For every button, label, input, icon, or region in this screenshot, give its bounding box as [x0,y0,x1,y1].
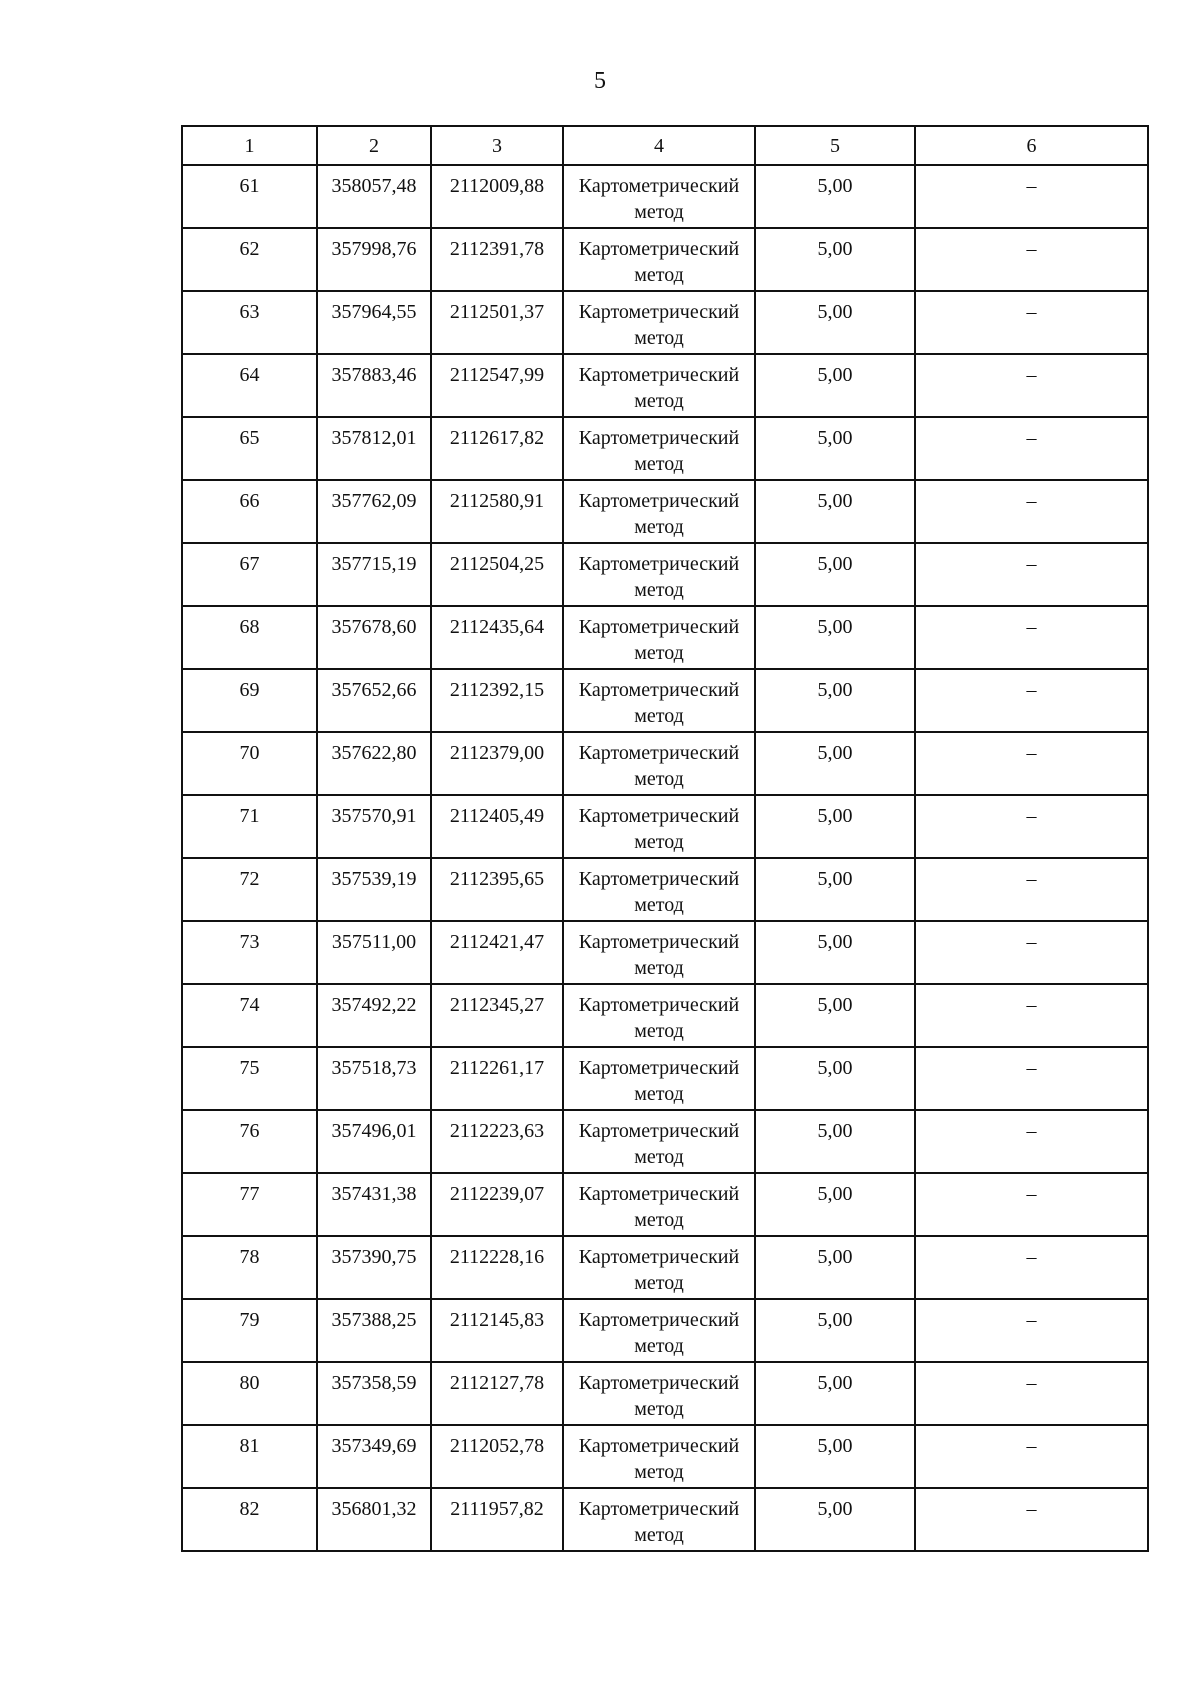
description-cell: – [915,1362,1148,1425]
description-cell: – [915,795,1148,858]
point-number-cell: 72 [182,858,317,921]
y-coordinate-cell: 2112392,15 [431,669,563,732]
point-number-cell: 78 [182,1236,317,1299]
x-coordinate-cell: 357964,55 [317,291,431,354]
method-cell: Картометрический метод [563,354,755,417]
y-coordinate-cell: 2112145,83 [431,1299,563,1362]
y-coordinate-cell: 2112504,25 [431,543,563,606]
accuracy-cell: 5,00 [755,921,915,984]
point-number-cell: 69 [182,669,317,732]
method-cell: Картометрический метод [563,921,755,984]
method-cell: Картометрический метод [563,291,755,354]
method-cell: Картометрический метод [563,1299,755,1362]
description-cell: – [915,1173,1148,1236]
x-coordinate-cell: 356801,32 [317,1488,431,1551]
x-coordinate-cell: 358057,48 [317,165,431,228]
point-number-cell: 75 [182,1047,317,1110]
method-cell: Картометрический метод [563,228,755,291]
y-coordinate-cell: 2112127,78 [431,1362,563,1425]
description-cell: – [915,417,1148,480]
point-number-cell: 77 [182,1173,317,1236]
x-coordinate-cell: 357883,46 [317,354,431,417]
method-cell: Картометрический метод [563,1236,755,1299]
x-coordinate-cell: 357812,01 [317,417,431,480]
accuracy-cell: 5,00 [755,858,915,921]
description-cell: – [915,1488,1148,1551]
method-cell: Картометрический метод [563,858,755,921]
method-cell: Картометрический метод [563,669,755,732]
method-cell: Картометрический метод [563,795,755,858]
point-number-cell: 61 [182,165,317,228]
table-row [182,921,1148,984]
table-row [182,1488,1148,1551]
x-coordinate-cell: 357518,73 [317,1047,431,1110]
y-coordinate-cell: 2111957,82 [431,1488,563,1551]
column-header: 3 [431,126,563,165]
y-coordinate-cell: 2112009,88 [431,165,563,228]
accuracy-cell: 5,00 [755,291,915,354]
y-coordinate-cell: 2112501,37 [431,291,563,354]
y-coordinate-cell: 2112395,65 [431,858,563,921]
accuracy-cell: 5,00 [755,165,915,228]
table-row [182,1425,1148,1488]
method-cell: Картометрический метод [563,984,755,1047]
accuracy-cell: 5,00 [755,1299,915,1362]
description-cell: – [915,228,1148,291]
point-number-cell: 66 [182,480,317,543]
accuracy-cell: 5,00 [755,1236,915,1299]
table-row [182,795,1148,858]
accuracy-cell: 5,00 [755,606,915,669]
method-cell: Картометрический метод [563,165,755,228]
column-header: 1 [182,126,317,165]
table-row [182,291,1148,354]
point-number-cell: 67 [182,543,317,606]
x-coordinate-cell: 357998,76 [317,228,431,291]
point-number-cell: 63 [182,291,317,354]
description-cell: – [915,1299,1148,1362]
description-cell: – [915,1425,1148,1488]
method-cell: Картометрический метод [563,1047,755,1110]
y-coordinate-cell: 2112345,27 [431,984,563,1047]
description-cell: – [915,165,1148,228]
x-coordinate-cell: 357492,22 [317,984,431,1047]
table-row [182,858,1148,921]
accuracy-cell: 5,00 [755,228,915,291]
method-cell: Картометрический метод [563,1362,755,1425]
y-coordinate-cell: 2112223,63 [431,1110,563,1173]
description-cell: – [915,921,1148,984]
y-coordinate-cell: 2112617,82 [431,417,563,480]
x-coordinate-cell: 357431,38 [317,1173,431,1236]
y-coordinate-cell: 2112421,47 [431,921,563,984]
y-coordinate-cell: 2112228,16 [431,1236,563,1299]
point-number-cell: 70 [182,732,317,795]
table-row [182,732,1148,795]
accuracy-cell: 5,00 [755,354,915,417]
page-number: 5 [594,68,606,94]
point-number-cell: 79 [182,1299,317,1362]
table-row [182,1173,1148,1236]
y-coordinate-cell: 2112435,64 [431,606,563,669]
table-row [182,1110,1148,1173]
method-cell: Картометрический метод [563,606,755,669]
point-number-cell: 80 [182,1362,317,1425]
x-coordinate-cell: 357388,25 [317,1299,431,1362]
x-coordinate-cell: 357390,75 [317,1236,431,1299]
point-number-cell: 71 [182,795,317,858]
table-row [182,1362,1148,1425]
method-cell: Картометрический метод [563,417,755,480]
coordinates-table [181,125,1149,1552]
y-coordinate-cell: 2112391,78 [431,228,563,291]
point-number-cell: 74 [182,984,317,1047]
description-cell: – [915,984,1148,1047]
method-cell: Картометрический метод [563,543,755,606]
description-cell: – [915,1110,1148,1173]
x-coordinate-cell: 357678,60 [317,606,431,669]
table-row [182,417,1148,480]
method-cell: Картометрический метод [563,1110,755,1173]
method-cell: Картометрический метод [563,1425,755,1488]
table-row [182,669,1148,732]
description-cell: – [915,354,1148,417]
table-row [182,1236,1148,1299]
point-number-cell: 68 [182,606,317,669]
x-coordinate-cell: 357358,59 [317,1362,431,1425]
y-coordinate-cell: 2112052,78 [431,1425,563,1488]
point-number-cell: 64 [182,354,317,417]
table-row [182,354,1148,417]
accuracy-cell: 5,00 [755,1362,915,1425]
point-number-cell: 76 [182,1110,317,1173]
accuracy-cell: 5,00 [755,1110,915,1173]
description-cell: – [915,1047,1148,1110]
description-cell: – [915,1236,1148,1299]
method-cell: Картометрический метод [563,1173,755,1236]
y-coordinate-cell: 2112580,91 [431,480,563,543]
y-coordinate-cell: 2112547,99 [431,354,563,417]
table-row [182,228,1148,291]
table-row [182,1299,1148,1362]
x-coordinate-cell: 357622,80 [317,732,431,795]
point-number-cell: 82 [182,1488,317,1551]
x-coordinate-cell: 357496,01 [317,1110,431,1173]
table-row [182,606,1148,669]
description-cell: – [915,606,1148,669]
method-cell: Картометрический метод [563,732,755,795]
description-cell: – [915,291,1148,354]
x-coordinate-cell: 357570,91 [317,795,431,858]
accuracy-cell: 5,00 [755,669,915,732]
method-cell: Картометрический метод [563,1488,755,1551]
table-row [182,543,1148,606]
table-row [182,1047,1148,1110]
method-cell: Картометрический метод [563,480,755,543]
accuracy-cell: 5,00 [755,417,915,480]
y-coordinate-cell: 2112379,00 [431,732,563,795]
accuracy-cell: 5,00 [755,1047,915,1110]
x-coordinate-cell: 357762,09 [317,480,431,543]
description-cell: – [915,669,1148,732]
accuracy-cell: 5,00 [755,543,915,606]
y-coordinate-cell: 2112261,17 [431,1047,563,1110]
x-coordinate-cell: 357652,66 [317,669,431,732]
description-cell: – [915,732,1148,795]
column-header: 2 [317,126,431,165]
y-coordinate-cell: 2112405,49 [431,795,563,858]
point-number-cell: 73 [182,921,317,984]
table-header-row [182,126,1148,165]
column-header: 6 [915,126,1148,165]
description-cell: – [915,543,1148,606]
point-number-cell: 81 [182,1425,317,1488]
accuracy-cell: 5,00 [755,795,915,858]
column-header: 4 [563,126,755,165]
x-coordinate-cell: 357539,19 [317,858,431,921]
accuracy-cell: 5,00 [755,732,915,795]
accuracy-cell: 5,00 [755,1488,915,1551]
x-coordinate-cell: 357715,19 [317,543,431,606]
accuracy-cell: 5,00 [755,1173,915,1236]
column-header: 5 [755,126,915,165]
x-coordinate-cell: 357511,00 [317,921,431,984]
x-coordinate-cell: 357349,69 [317,1425,431,1488]
description-cell: – [915,858,1148,921]
table-row [182,165,1148,228]
accuracy-cell: 5,00 [755,480,915,543]
description-cell: – [915,480,1148,543]
table-row [182,480,1148,543]
point-number-cell: 62 [182,228,317,291]
accuracy-cell: 5,00 [755,1425,915,1488]
point-number-cell: 65 [182,417,317,480]
table-row [182,984,1148,1047]
accuracy-cell: 5,00 [755,984,915,1047]
y-coordinate-cell: 2112239,07 [431,1173,563,1236]
table-body [182,165,1148,1551]
